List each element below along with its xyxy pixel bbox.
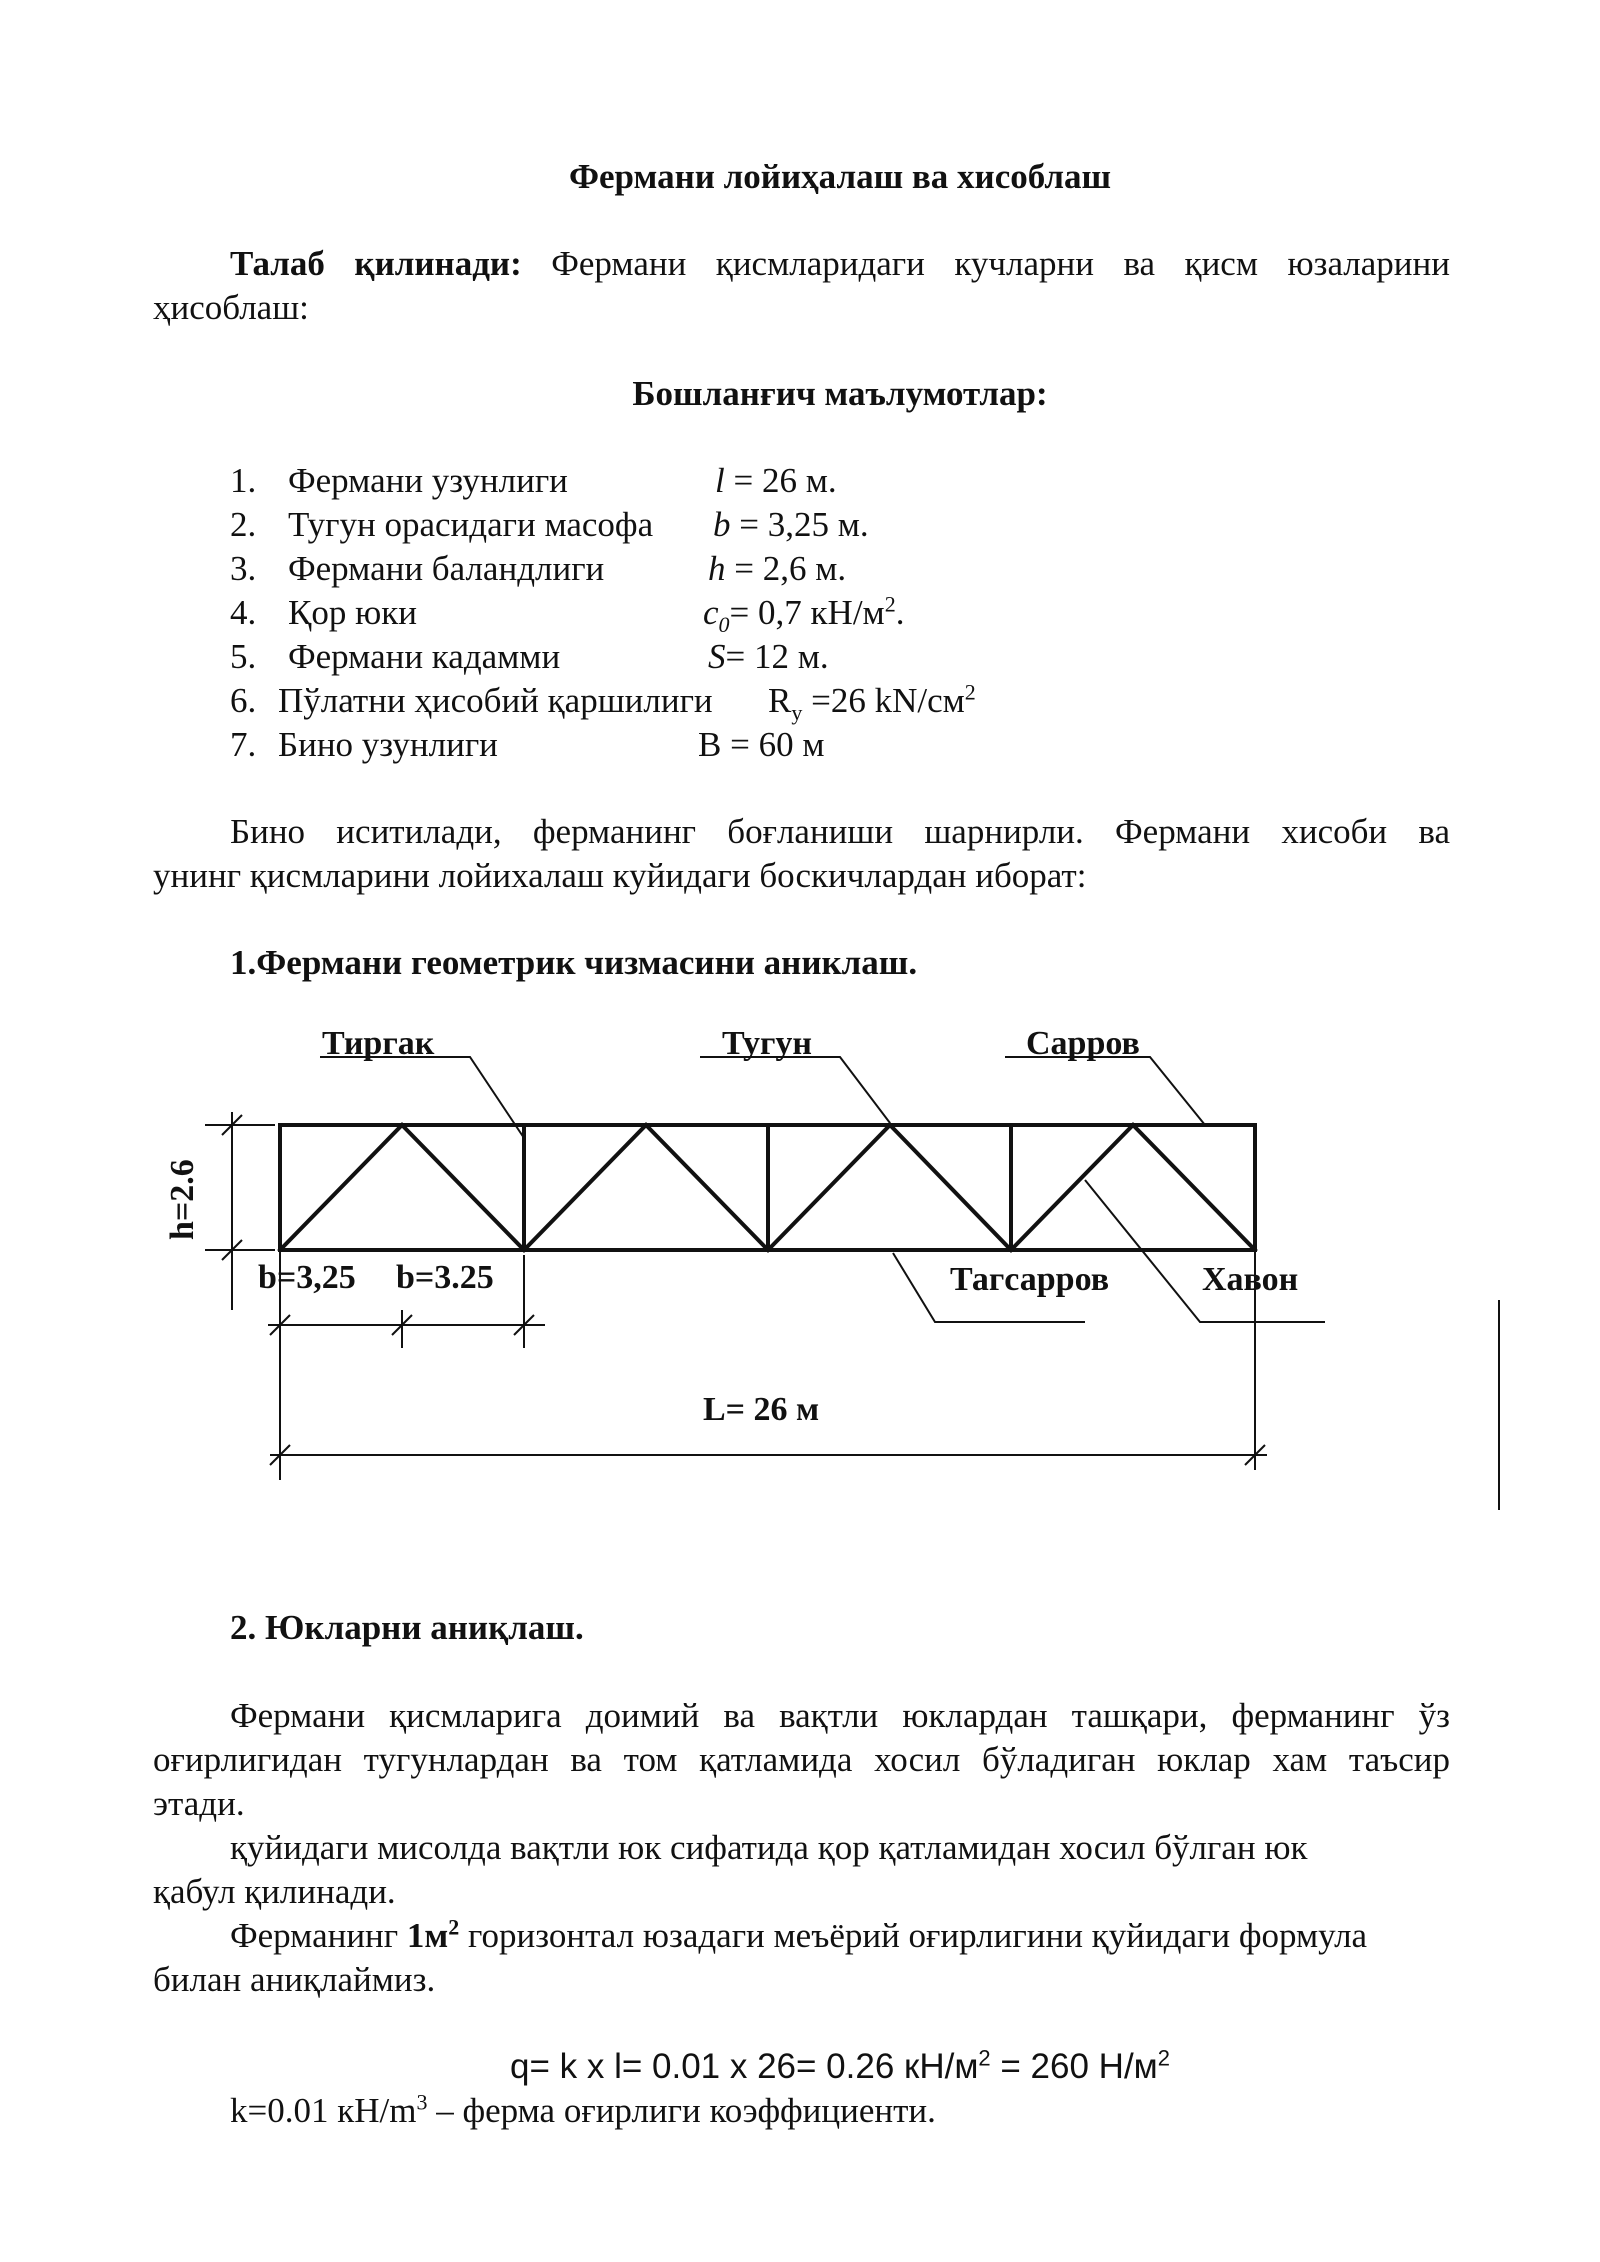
list-item-name: Қор юки: [288, 593, 417, 632]
diagonal: [768, 1125, 890, 1250]
paragraph-weight-line1: Ферманинг $1м^2$ горизонтал юзадаги меъёрий оғирлигини қуйидаги формула: [230, 1914, 1368, 1955]
diagonal: [646, 1125, 768, 1250]
list-item-name: Бино узунлиги: [278, 725, 498, 764]
requirement-line2: ҳисоблаш:: [153, 288, 309, 327]
diagonal: [890, 1125, 1011, 1250]
label-diagonal: Хавон: [1202, 1261, 1299, 1298]
list-item-number: 6.: [230, 681, 257, 720]
diagonal: [280, 1125, 402, 1250]
list-item-name: Фермани узунлиги: [288, 461, 568, 500]
label-node: Тугун: [722, 1025, 813, 1062]
weight-formula: q= k x l= 0.01 x 26= 0.26 $кН/м^2 = 260$ $Н/м^2$: [510, 2045, 1170, 2086]
list-item-name: Тугун орасидаги масофа: [288, 505, 654, 544]
paragraph-loads-line1: Фермани қисмларига доимий ва вақтли юклардан ташқари, ферманинг ўз: [230, 1696, 1450, 1735]
list-item-name: Пўлатни ҳисобий қаршилиги: [278, 681, 713, 720]
paragraph-weight-line2: билан аниқлаймиз.: [153, 1960, 436, 1999]
section1-heading: 1.Фермани геометрик чизмасини аниклаш.: [230, 943, 918, 982]
paragraph-building-line1: Бино иситилади, ферманинг боғланиши шарнирли. Фермани хисоби ва: [230, 812, 1450, 851]
truss-diagram: [0, 990, 1600, 1530]
list-item-number: 4.: [230, 593, 257, 632]
paragraph-building-line2: унинг қисмларини лойихалаш куйидаги боскичлардан иборат:: [153, 856, 1087, 895]
list-item-value: $R_y =26$ $kN/см^2$: [768, 679, 976, 725]
list-item-number: 5.: [230, 637, 257, 676]
paragraph-snow-line2: қабул қилинади.: [153, 1872, 396, 1911]
paragraph-loads-line3: этади.: [153, 1784, 245, 1823]
list-item-value: $c_0= 0,7$ $кН/м^2$.: [703, 591, 905, 637]
diagonal: [402, 1125, 524, 1250]
list-item-value: h = 2,6 м.: [708, 549, 847, 588]
initial-data-heading: Бошланғич маълумотлар:: [632, 374, 1048, 413]
label-b2: b=3.25: [396, 1259, 494, 1296]
document-title: Фермани лойиҳалаш ва хисоблаш: [568, 157, 1112, 196]
requirement-line1: [230, 242, 1450, 286]
diagonal: [524, 1125, 646, 1250]
diagonal: [1011, 1125, 1133, 1250]
label-b1: b=3,25: [258, 1259, 356, 1296]
list-item-name: Фермани баландлиги: [288, 549, 605, 588]
label-post: Тиргак: [322, 1025, 435, 1062]
list-item-name: Фермани кадамми: [288, 637, 561, 676]
requirement-text: Фермани қисмларидаги кучларни ва қисм юзаларини: [551, 244, 1450, 283]
list-item-value: b = 3,25 м.: [713, 505, 869, 544]
section2-heading: 2. Юкларни аниқлаш.: [230, 1608, 584, 1647]
list-item-value: l = 26 м.: [715, 461, 837, 500]
label-length: L= 26 м: [703, 1391, 820, 1428]
label-bottom-chord: Тагсарров: [950, 1261, 1110, 1298]
paragraph-snow-line1: қуйидаги мисолда вақтли юк сифатида қор қатламидан хосил бўлган юк: [230, 1828, 1308, 1867]
coefficient-line: k=0.01 $кН/m^3$ – ферма оғирлиги коэффициенти.: [230, 2089, 936, 2130]
requirement-label: Талаб қилинади:: [230, 244, 522, 283]
list-item-number: 3.: [230, 549, 257, 588]
diagonal: [1133, 1125, 1255, 1250]
label-height: h=2.6: [164, 1159, 201, 1240]
leader-top-chord: [1005, 1057, 1205, 1125]
paragraph-loads-line2: оғирлигидан тугунлардан ва том қатламида хосил бўладиган юклар хам таъсир: [153, 1740, 1450, 1779]
list-item-value: S= 12 м.: [708, 637, 829, 676]
leader-node: [700, 1057, 890, 1123]
label-top-chord: Сарров: [1026, 1025, 1140, 1062]
list-item-number: 2.: [230, 505, 257, 544]
list-item-number: 7.: [230, 725, 257, 764]
list-item-number: 1.: [230, 461, 257, 500]
list-item-value: B = 60 м: [698, 725, 825, 764]
